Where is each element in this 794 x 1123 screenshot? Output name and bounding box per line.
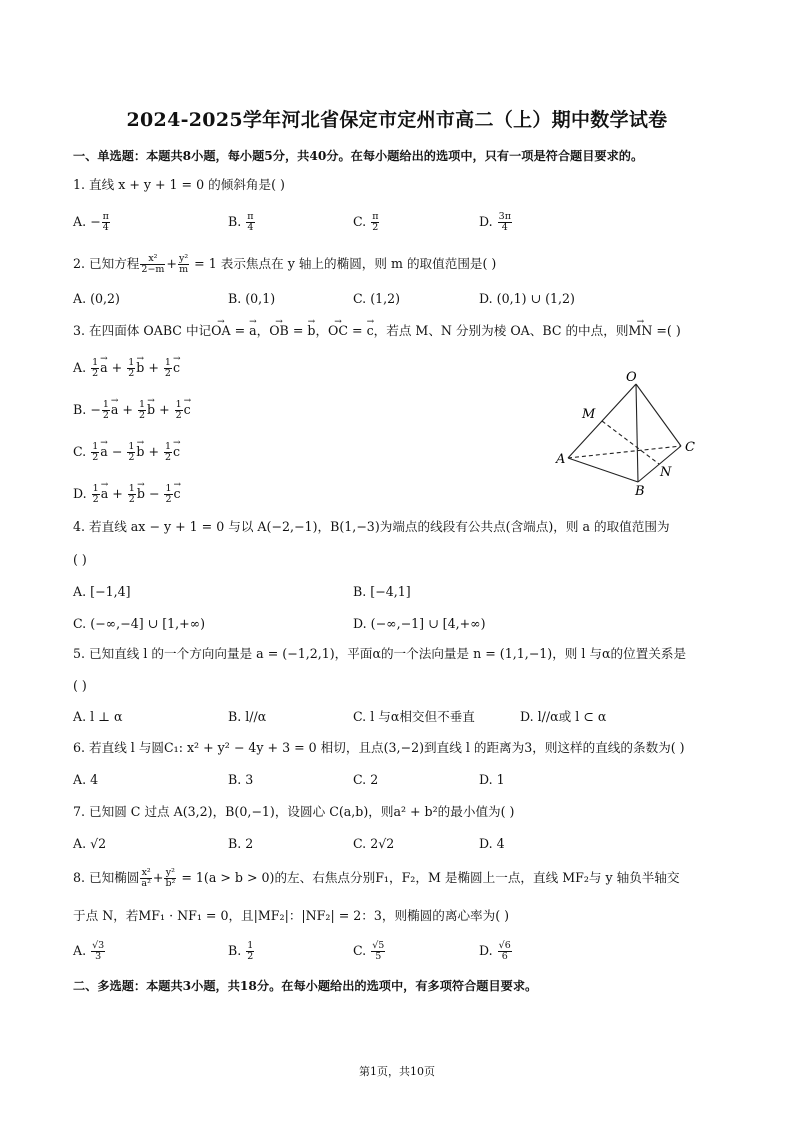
q4-option-a: A. [−1,4]	[73, 584, 131, 599]
q1-option-b: B. $\frac{\pi}{4}$	[228, 211, 254, 233]
q1-option-c: C. $\frac{\pi}{2}$	[353, 211, 379, 233]
q3-option-a: A. $\frac{1}{2}$ → a + $\frac{1}{2}$ → b + $\frac{1}{2}$ → c	[73, 358, 180, 379]
q8-option-b: B. $\frac{1}{2}$	[228, 940, 254, 962]
label-n: N	[660, 465, 672, 480]
q6-option-d: D. 1	[479, 772, 505, 787]
q5-option-c: C. l 与α相交但不垂直	[353, 709, 475, 724]
q3-stem: 3. 在四面体 OABC 中记→ OA = → a，→ OB = → b，→ OC = → c，若点 M、N 分别为棱 OA、BC 的中点，则→ MN =( )	[73, 322, 681, 340]
q4-stem: 4. 若直线 ax − y + 1 = 0 与以 A(−2,−1)，B(1,−3)为端点的线段有公共点(含端点)，则 a 的取值范围为	[73, 519, 670, 534]
label-b: B	[635, 484, 645, 498]
q5-option-b: B. l//α	[228, 709, 267, 724]
q7-option-c: C. 2√2	[353, 836, 395, 851]
q3-option-b: B. − $\frac{1}{2}$ → a + $\frac{1}{2}$ → b + $\frac{1}{2}$ → c	[73, 400, 191, 421]
q1-option-d: D. $\frac{3\pi}{4}$	[479, 211, 511, 233]
q8-stem-line1: 8. 已知椭圆 $\frac{\text{x²}}{\text{a²}}$ + $\frac{\text{y²}}{\text{b²}}$ = 1(a > b > 0)的左、右焦点分别F₁，F₂，M 是椭圆上一点，直线 MF₂与 y 轴负半轴交	[73, 867, 680, 889]
q6-stem: 6. 若直线 l 与圆C₁: x² + y² − 4y + 3 = 0 相切，且点(3,−2)到直线 l 的距离为3，则这样的直线的条数为( )	[73, 740, 685, 755]
q2-option-d: D. (0,1) ∪ (1,2)	[479, 291, 575, 306]
section-1-heading: 一、单选题：本题共8小题，每小题5分，共40分。在每小题给出的选项中，只有一项是符合题目要求的。	[73, 149, 644, 163]
q6-option-c: C. 2	[353, 772, 379, 787]
q2-option-b: B. (0,1)	[228, 291, 276, 306]
q8-option-d: D. $\frac{√6}{6}$	[479, 940, 511, 962]
q1-option-a: A. − $\frac{\pi}{4}$	[73, 211, 109, 233]
q6-option-a: A. 4	[73, 772, 99, 787]
q2-option-c: C. (1,2)	[353, 291, 401, 306]
edge-ac-hidden	[568, 446, 681, 458]
q5-stem: 5. 已知直线 l 的一个方向向量是 a = (−1,2,1)，平面α的一个法向量是 n = (1,1,−1)，则 l 与α的位置关系是	[73, 646, 687, 661]
label-a: A	[556, 452, 566, 467]
label-m: M	[582, 407, 596, 422]
label-c: C	[685, 440, 695, 455]
q1-stem: 1. 直线 x + y + 1 = 0 的倾斜角是( )	[73, 177, 285, 192]
q3-option-d: D. $\frac{1}{2}$ → a + $\frac{1}{2}$ → b − $\frac{1}{2}$ → c	[73, 484, 181, 505]
q6-option-b: B. 3	[228, 772, 254, 787]
q4-option-c: C. (−∞,−4] ∪ [1,+∞)	[73, 616, 206, 631]
exam-title: 2024-2025学年河北省保定市定州市高二（上）期中数学试卷	[126, 109, 668, 131]
q7-option-a: A. √2	[73, 836, 107, 851]
edge-oc	[636, 384, 681, 446]
q8-option-a: A. $\frac{√3}{3}$	[73, 940, 105, 962]
label-o: O	[626, 370, 637, 385]
q7-stem: 7. 已知圆 C 过点 A(3,2)，B(0,−1)，设圆心 C(a,b)，则a² + b²的最小值为( )	[73, 804, 515, 819]
edge-ab	[568, 458, 638, 482]
segment-mn-hidden	[602, 421, 659, 464]
q2-option-a: A. (0,2)	[73, 291, 120, 306]
q5-option-d: D. l//α或 l ⊂ α	[520, 709, 607, 724]
q8-option-c: C. $\frac{√5}{5}$	[353, 940, 385, 962]
tetrahedron-figure	[548, 368, 708, 498]
q4-option-b: B. [−4,1]	[353, 584, 411, 599]
q7-option-b: B. 2	[228, 836, 254, 851]
q2-stem: 2. 已知方程 $\frac{\text{x²}}{2-m}$ + $\frac{\text{y²}}{m}$ = 1 表示焦点在 y 轴上的椭圆，则 m 的取值范围是( )	[73, 253, 497, 275]
q4-option-d: D. (−∞,−1] ∪ [4,+∞)	[353, 616, 486, 631]
page-footer: 第1页，共10页	[359, 1065, 435, 1078]
q5-option-a: A. l ⊥ α	[73, 709, 123, 724]
section-2-heading: 二、多选题：本题共3小题，共18分。在每小题给出的选项中，有多项符合题目要求。	[73, 979, 538, 993]
q5-paren: ( )	[73, 678, 87, 693]
q7-option-d: D. 4	[479, 836, 505, 851]
edge-ob	[636, 384, 638, 482]
q3-option-c: C. $\frac{1}{2}$ → a − $\frac{1}{2}$ → b + $\frac{1}{2}$ → c	[73, 442, 180, 463]
q4-paren: ( )	[73, 552, 87, 567]
q8-stem-line2: 于点 N，若MF₁ · NF₁ = 0，且|MF₂|：|NF₂| = 2：3，则椭圆的离心率为( )	[73, 908, 510, 923]
